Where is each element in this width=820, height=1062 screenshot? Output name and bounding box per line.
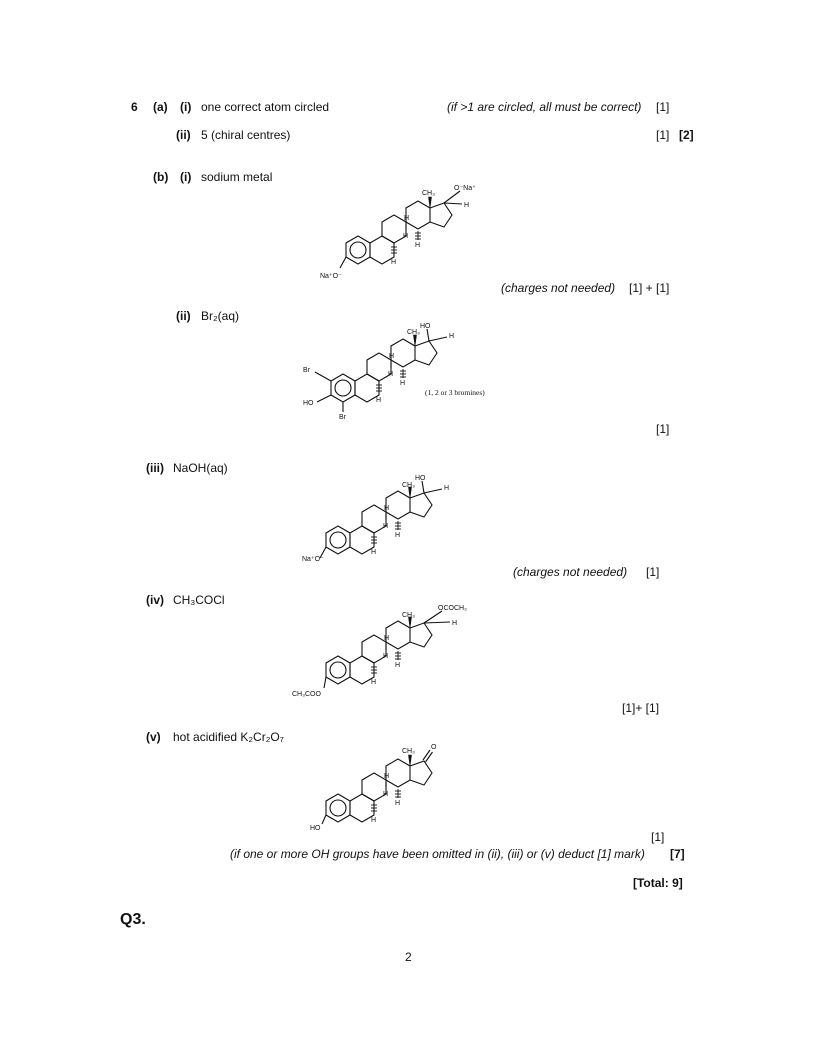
- question-number: 6: [131, 100, 138, 114]
- part-b-ii-reagent: Br₂(aq): [201, 309, 239, 323]
- part-b-ii-label: (ii): [176, 309, 191, 323]
- part-b-iii-reagent: NaOH(aq): [173, 461, 228, 475]
- part-b-i-reagent: sodium metal: [201, 170, 273, 184]
- part-b-i-note: (charges not needed): [501, 281, 616, 295]
- hydrogen-label: H: [388, 371, 394, 378]
- hydroxyl-label: HO: [310, 825, 321, 832]
- part-b-i-mark: [1] + [1]: [629, 281, 670, 295]
- left-substituent-label: Na⁺O⁻: [320, 273, 342, 280]
- ketone-oxygen-label: O: [431, 744, 437, 751]
- hydrogen-label: H: [400, 380, 406, 387]
- part-a-i-label: (i): [180, 100, 192, 114]
- hydrogen-label: H: [391, 259, 397, 266]
- part-b-iii-label: (iii): [146, 461, 164, 475]
- left-substituent-label: CH₃COO: [292, 691, 321, 698]
- part-b-ii-mark: [1]: [656, 422, 670, 436]
- hydrogen-label: H: [415, 242, 421, 249]
- hydrogen-label: H: [383, 653, 389, 660]
- methyl-label: CH₃: [407, 329, 420, 336]
- bromine-label: Br: [339, 414, 346, 421]
- deduction-note: (if one or more OH groups have been omitted in (ii), (iii) or (v) deduct [1] mark): [230, 847, 645, 861]
- hydrogen-label: H: [403, 233, 409, 240]
- part-b-iii-note: (charges not needed): [513, 565, 628, 579]
- hydroxyl-label: HO: [303, 400, 314, 407]
- hydrogen-label: H: [384, 635, 390, 642]
- hydrogen-label: H: [383, 791, 389, 798]
- part-b-iv-label: (iv): [146, 593, 164, 607]
- methyl-label: CH₃: [402, 748, 415, 755]
- question-total: [Total: 9]: [633, 876, 683, 890]
- part-a-ii-mark: [1]: [656, 128, 670, 142]
- part-b-v-label: (v): [146, 730, 161, 744]
- bromine-label: Br: [303, 367, 310, 374]
- hydrogen-label: H: [384, 505, 390, 512]
- methyl-label: CH₃: [422, 190, 435, 197]
- hydrogen-label: H: [376, 397, 382, 404]
- top-substituent-label: O⁻Na⁺: [454, 185, 476, 192]
- hydrogen-label: H: [452, 620, 458, 627]
- structure-diacetate-ester: [290, 600, 500, 705]
- part-b-total: [7]: [670, 847, 685, 861]
- hydrogen-label: H: [404, 215, 410, 222]
- structure-sodium-phenoxide-alkoxide: [310, 180, 500, 285]
- hydrogen-label: H: [395, 662, 401, 669]
- hydrogen-label: H: [371, 679, 377, 686]
- part-a-i-mark: [1]: [656, 100, 670, 114]
- structure-sodium-phenoxide: [290, 470, 490, 575]
- part-b-label: (b): [153, 170, 169, 184]
- top-substituent-label: OCOCH₃: [438, 605, 467, 612]
- hydrogen-label: H: [383, 523, 389, 530]
- hydrogen-label: H: [449, 333, 455, 340]
- hydrogen-label: H: [395, 532, 401, 539]
- part-b-iii-mark: [1]: [646, 565, 660, 579]
- page-number: 2: [405, 950, 412, 964]
- structure-brominated-estradiol: [295, 318, 515, 426]
- methyl-label: CH₃: [402, 482, 415, 489]
- left-substituent-label: Na⁺O⁻: [302, 556, 324, 563]
- hydrogen-label: H: [384, 773, 390, 780]
- hydrogen-label: H: [371, 817, 377, 824]
- part-b-v-reagent: hot acidified K₂Cr₂O₇: [173, 730, 284, 744]
- question-q3-heading: Q3.: [120, 911, 146, 928]
- part-b-iv-mark: [1]+ [1]: [622, 701, 660, 715]
- hydrogen-label: H: [371, 549, 377, 556]
- part-a-i-answer: one correct atom circled: [201, 100, 330, 114]
- part-a-ii-answer: 5 (chiral centres): [201, 128, 291, 142]
- hydrogen-label: H: [464, 202, 470, 209]
- part-b-iv-reagent: CH₃COCl: [173, 593, 225, 607]
- part-a-label: (a): [153, 100, 168, 114]
- part-a-ii-label: (ii): [176, 128, 191, 142]
- top-substituent-label: HO: [420, 323, 431, 330]
- top-substituent-label: HO: [415, 475, 426, 482]
- hydrogen-label: H: [444, 485, 450, 492]
- part-b-v-mark: [1]: [651, 830, 665, 844]
- part-a-i-note: (if >1 are circled, all must be correct): [447, 100, 642, 114]
- hydrogen-label: H: [395, 800, 401, 807]
- part-b-i-label: (i): [180, 170, 192, 184]
- methyl-label: CH₃: [402, 612, 415, 619]
- structure-estrone: [290, 738, 490, 838]
- bromines-note: (1, 2 or 3 bromines): [425, 388, 485, 397]
- part-a-total: [2]: [679, 128, 694, 142]
- hydrogen-label: H: [389, 353, 395, 360]
